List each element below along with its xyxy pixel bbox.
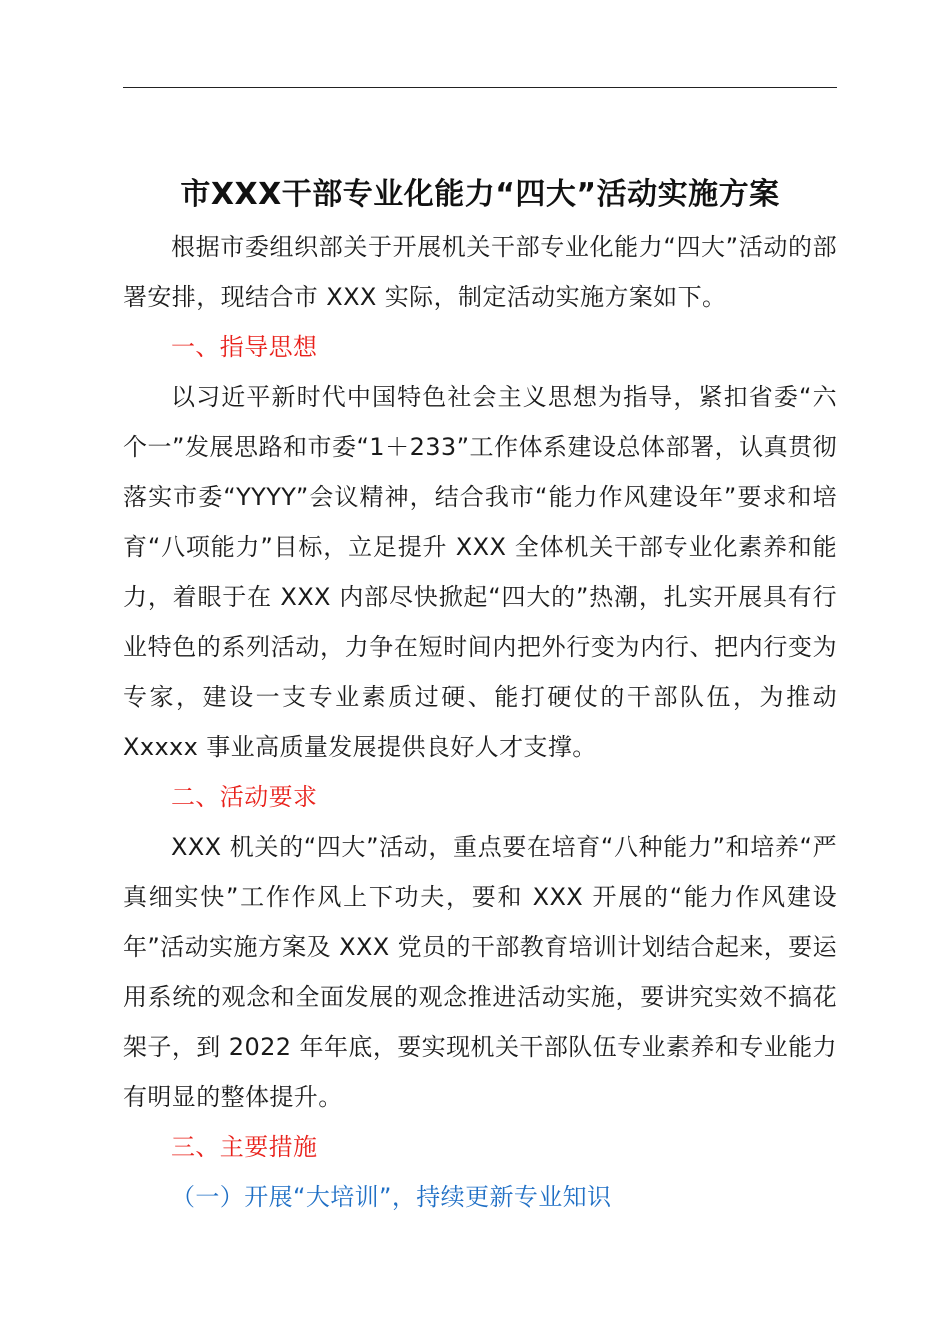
intro-paragraph: 根据市委组织部关于开展机关干部专业化能力“四大”活动的部署安排，现结合市 XXX 实际，制定活动实施方案如下。	[123, 233, 837, 311]
section-heading-guiding-ideology: 一、指导思想	[171, 333, 318, 361]
section-heading-main-measures: 三、主要措施	[171, 1133, 318, 1161]
section-paragraph-activity-requirements: XXX 机关的“四大”活动，重点要在培育“八种能力”和培养“严真细实快”工作作风上下功夫，要和 XXX 开展的“能力作风建设年”活动实施方案及 XXX 党员的干部教育培训计划结合起来，要运用系统的观念和全面发展的观念推进活动实施，要讲究实效不搞花架子，到 2022 年年底，要实现机关干部队伍专业素养和专业能力有明显的整体提升。	[123, 833, 837, 1111]
section-paragraph-guiding-ideology: 以习近平新时代中国特色社会主义思想为指导，紧扣省委“六个一”发展思路和市委“1＋233”工作体系建设总体部署，认真贯彻落实市委“YYYY”会议精神，结合我市“能力作风建设年”要求和培育“八项能力”目标，立足提升 XXX 全体机关干部专业化素养和能力，着眼于在 XXX 内部尽快掀起“四大的”热潮，扎实开展具有行业特色的系列活动，力争在短时间内把外行变为内行、把内行变为专家，建设一支专业素质过硬、能打硬仗的干部队伍，为推动 Xxxxx 事业高质量发展提供良好人才支撑。	[123, 383, 837, 761]
document-body	[123, 222, 837, 1222]
subsection-heading-training: （一）开展“大培训”，持续更新专业知识	[171, 1183, 612, 1211]
section-heading-activity-requirements: 二、活动要求	[171, 783, 318, 811]
title-prefix: 市	[180, 177, 211, 213]
title-suffix: 干部专业化能力“四大”活动实施方案	[281, 177, 780, 213]
header-rule	[123, 87, 837, 88]
document-title	[110, 168, 850, 222]
title-org: XXX	[210, 177, 282, 213]
